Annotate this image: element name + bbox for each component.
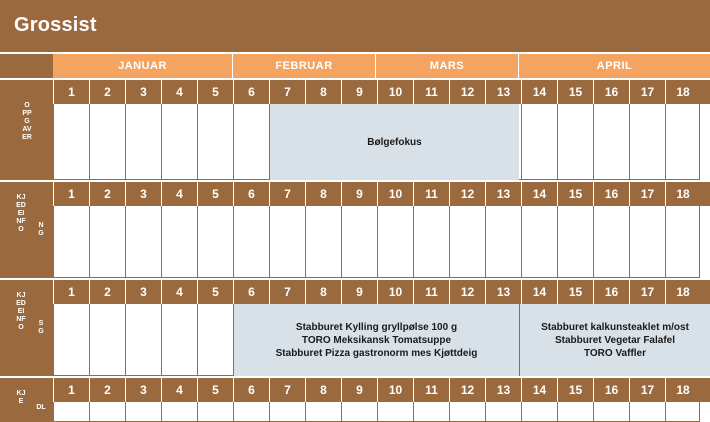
week-cell-11[interactable] — [413, 206, 449, 278]
week-cell-12[interactable] — [449, 402, 485, 422]
section-label: KJE — [16, 390, 26, 405]
week-number-9: 9 — [341, 182, 377, 206]
week-cell-6[interactable] — [233, 402, 269, 422]
week-number-16: 16 — [593, 280, 629, 304]
week-cell-18[interactable] — [665, 104, 700, 180]
week-number-3: 3 — [125, 80, 161, 104]
week-number-5: 5 — [197, 280, 233, 304]
month-mars: MARS — [376, 54, 519, 78]
title-bar — [0, 0, 710, 52]
week-number-10: 10 — [377, 378, 413, 402]
week-number-12: 12 — [449, 80, 485, 104]
week-cell-3[interactable] — [125, 402, 161, 422]
week-cell-4[interactable] — [161, 206, 197, 278]
week-number-2: 2 — [89, 182, 125, 206]
week-number-11: 11 — [413, 182, 449, 206]
event-sg-feb-mar — [233, 304, 519, 376]
week-cell-2[interactable] — [89, 104, 125, 180]
week-cell-7[interactable] — [269, 402, 305, 422]
section-side-label — [0, 182, 53, 278]
week-cell-1[interactable] — [53, 402, 89, 422]
week-number-15: 15 — [557, 182, 593, 206]
week-cell-16[interactable] — [593, 402, 629, 422]
week-number-10: 10 — [377, 280, 413, 304]
week-number-10: 10 — [377, 80, 413, 104]
section-side-label — [0, 280, 53, 376]
week-number-18: 18 — [665, 378, 700, 402]
week-number-16: 16 — [593, 182, 629, 206]
week-number-12: 12 — [449, 280, 485, 304]
week-number-14: 14 — [521, 80, 557, 104]
week-number-13: 13 — [485, 80, 521, 104]
week-number-4: 4 — [161, 80, 197, 104]
week-number-17: 17 — [629, 280, 665, 304]
week-cell-10[interactable] — [377, 402, 413, 422]
event-sg-apr — [519, 304, 710, 376]
week-number-5: 5 — [197, 378, 233, 402]
week-number-7: 7 — [269, 80, 305, 104]
week-cell-7[interactable] — [269, 206, 305, 278]
week-number-6: 6 — [233, 80, 269, 104]
week-number-15: 15 — [557, 80, 593, 104]
week-cell-13[interactable] — [485, 402, 521, 422]
week-cell-4[interactable] — [161, 402, 197, 422]
event-bolgefokus — [269, 104, 519, 180]
week-number-7: 7 — [269, 378, 305, 402]
week-number-11: 11 — [413, 280, 449, 304]
week-number-11: 11 — [413, 80, 449, 104]
week-number-row — [53, 80, 710, 104]
week-cell-16[interactable] — [593, 104, 629, 180]
week-cell-8[interactable] — [305, 206, 341, 278]
week-cell-15[interactable] — [557, 104, 593, 180]
week-cell-2[interactable] — [89, 402, 125, 422]
week-cell-6[interactable] — [233, 104, 269, 180]
week-number-14: 14 — [521, 182, 557, 206]
week-cell-5[interactable] — [197, 104, 233, 180]
section-kjedeinfo-ng — [0, 182, 710, 278]
week-number-row — [53, 280, 710, 304]
week-number-row — [53, 182, 710, 206]
week-number-12: 12 — [449, 378, 485, 402]
week-number-13: 13 — [485, 378, 521, 402]
week-cell-9[interactable] — [341, 402, 377, 422]
week-number-7: 7 — [269, 182, 305, 206]
week-number-4: 4 — [161, 182, 197, 206]
week-cell-1[interactable] — [53, 304, 89, 376]
week-number-12: 12 — [449, 182, 485, 206]
week-cell-14[interactable] — [521, 402, 557, 422]
week-number-row — [53, 378, 710, 402]
week-number-10: 10 — [377, 182, 413, 206]
week-number-8: 8 — [305, 280, 341, 304]
week-number-16: 16 — [593, 80, 629, 104]
week-number-3: 3 — [125, 378, 161, 402]
week-cell-4[interactable] — [161, 104, 197, 180]
week-cell-5[interactable] — [197, 304, 233, 376]
week-cell-16[interactable] — [593, 206, 629, 278]
section-kjedeinfo-sg — [0, 280, 710, 376]
week-number-14: 14 — [521, 280, 557, 304]
event-line: Stabburet Kylling gryllpølse 100 g — [295, 321, 458, 333]
week-number-11: 11 — [413, 378, 449, 402]
week-number-6: 6 — [233, 182, 269, 206]
week-cell-15[interactable] — [557, 402, 593, 422]
week-number-18: 18 — [665, 280, 700, 304]
week-cell-18[interactable] — [665, 402, 700, 422]
week-number-1: 1 — [53, 182, 89, 206]
week-cell-12[interactable] — [449, 206, 485, 278]
section-label: KJEDEINFO — [16, 292, 26, 331]
week-number-4: 4 — [161, 378, 197, 402]
week-number-5: 5 — [197, 80, 233, 104]
week-cell-14[interactable] — [521, 206, 557, 278]
page-title: Grossist — [14, 14, 97, 36]
week-cell-3[interactable] — [125, 104, 161, 180]
month-header-row — [0, 54, 710, 78]
week-cell-5[interactable] — [197, 402, 233, 422]
week-number-8: 8 — [305, 182, 341, 206]
week-cell-2[interactable] — [89, 206, 125, 278]
week-number-18: 18 — [665, 80, 700, 104]
section-sublabel: SG — [38, 320, 44, 335]
week-cell-6[interactable] — [233, 206, 269, 278]
week-number-1: 1 — [53, 280, 89, 304]
week-number-3: 3 — [125, 182, 161, 206]
week-cell-14[interactable] — [521, 104, 557, 180]
week-number-17: 17 — [629, 80, 665, 104]
week-number-14: 14 — [521, 378, 557, 402]
week-number-1: 1 — [53, 80, 89, 104]
event-line: TORO Vaffler — [583, 347, 647, 359]
section-side-label — [0, 378, 53, 422]
month-januar: JANUAR — [53, 54, 233, 78]
week-number-9: 9 — [341, 280, 377, 304]
section-side-label — [0, 80, 53, 180]
week-cell-17[interactable] — [629, 402, 665, 422]
week-cell-13[interactable] — [485, 206, 521, 278]
week-cell-1[interactable] — [53, 206, 89, 278]
week-number-2: 2 — [89, 378, 125, 402]
week-number-2: 2 — [89, 280, 125, 304]
week-number-1: 1 — [53, 378, 89, 402]
week-cell-18[interactable] — [665, 206, 700, 278]
week-number-8: 8 — [305, 378, 341, 402]
section-kjedeinfo-dl — [0, 378, 710, 422]
week-number-15: 15 — [557, 280, 593, 304]
week-cell-2[interactable] — [89, 304, 125, 376]
section-label: KJEDEINFO — [16, 194, 26, 233]
week-number-3: 3 — [125, 280, 161, 304]
week-number-6: 6 — [233, 280, 269, 304]
week-number-5: 5 — [197, 182, 233, 206]
task-cells — [53, 402, 710, 422]
month-februar: FEBRUAR — [233, 54, 376, 78]
week-cell-17[interactable] — [629, 206, 665, 278]
section-oppgaver — [0, 80, 710, 180]
week-number-18: 18 — [665, 182, 700, 206]
week-cell-1[interactable] — [53, 104, 89, 180]
task-cells — [53, 206, 710, 278]
week-cell-3[interactable] — [125, 304, 161, 376]
event-line: TORO Meksikansk Tomatsuppe — [301, 334, 452, 346]
section-sublabel: DL — [36, 404, 46, 411]
week-number-8: 8 — [305, 80, 341, 104]
week-number-17: 17 — [629, 182, 665, 206]
week-cell-3[interactable] — [125, 206, 161, 278]
week-number-13: 13 — [485, 280, 521, 304]
section-sublabel: NG — [38, 222, 44, 237]
week-number-2: 2 — [89, 80, 125, 104]
week-number-4: 4 — [161, 280, 197, 304]
event-line: Stabburet kalkunsteaklet m/ost — [541, 321, 689, 333]
week-cell-11[interactable] — [413, 402, 449, 422]
week-cell-5[interactable] — [197, 206, 233, 278]
event-line: Stabburet Pizza gastronorm mes Kjøttdeig — [275, 347, 478, 359]
week-number-15: 15 — [557, 378, 593, 402]
section-label: OPPGAVER — [22, 102, 32, 141]
week-number-13: 13 — [485, 182, 521, 206]
week-number-7: 7 — [269, 280, 305, 304]
week-cell-9[interactable] — [341, 206, 377, 278]
week-cell-4[interactable] — [161, 304, 197, 376]
week-number-17: 17 — [629, 378, 665, 402]
month-header-corner — [0, 54, 53, 78]
week-cell-10[interactable] — [377, 206, 413, 278]
month-april: APRIL — [519, 54, 710, 78]
event-line: Stabburet Vegetar Falafel — [554, 334, 676, 346]
week-number-9: 9 — [341, 378, 377, 402]
week-cell-17[interactable] — [629, 104, 665, 180]
week-cell-15[interactable] — [557, 206, 593, 278]
week-number-6: 6 — [233, 378, 269, 402]
event-line: Bølgefokus — [367, 136, 422, 148]
week-number-16: 16 — [593, 378, 629, 402]
week-number-9: 9 — [341, 80, 377, 104]
week-cell-8[interactable] — [305, 402, 341, 422]
